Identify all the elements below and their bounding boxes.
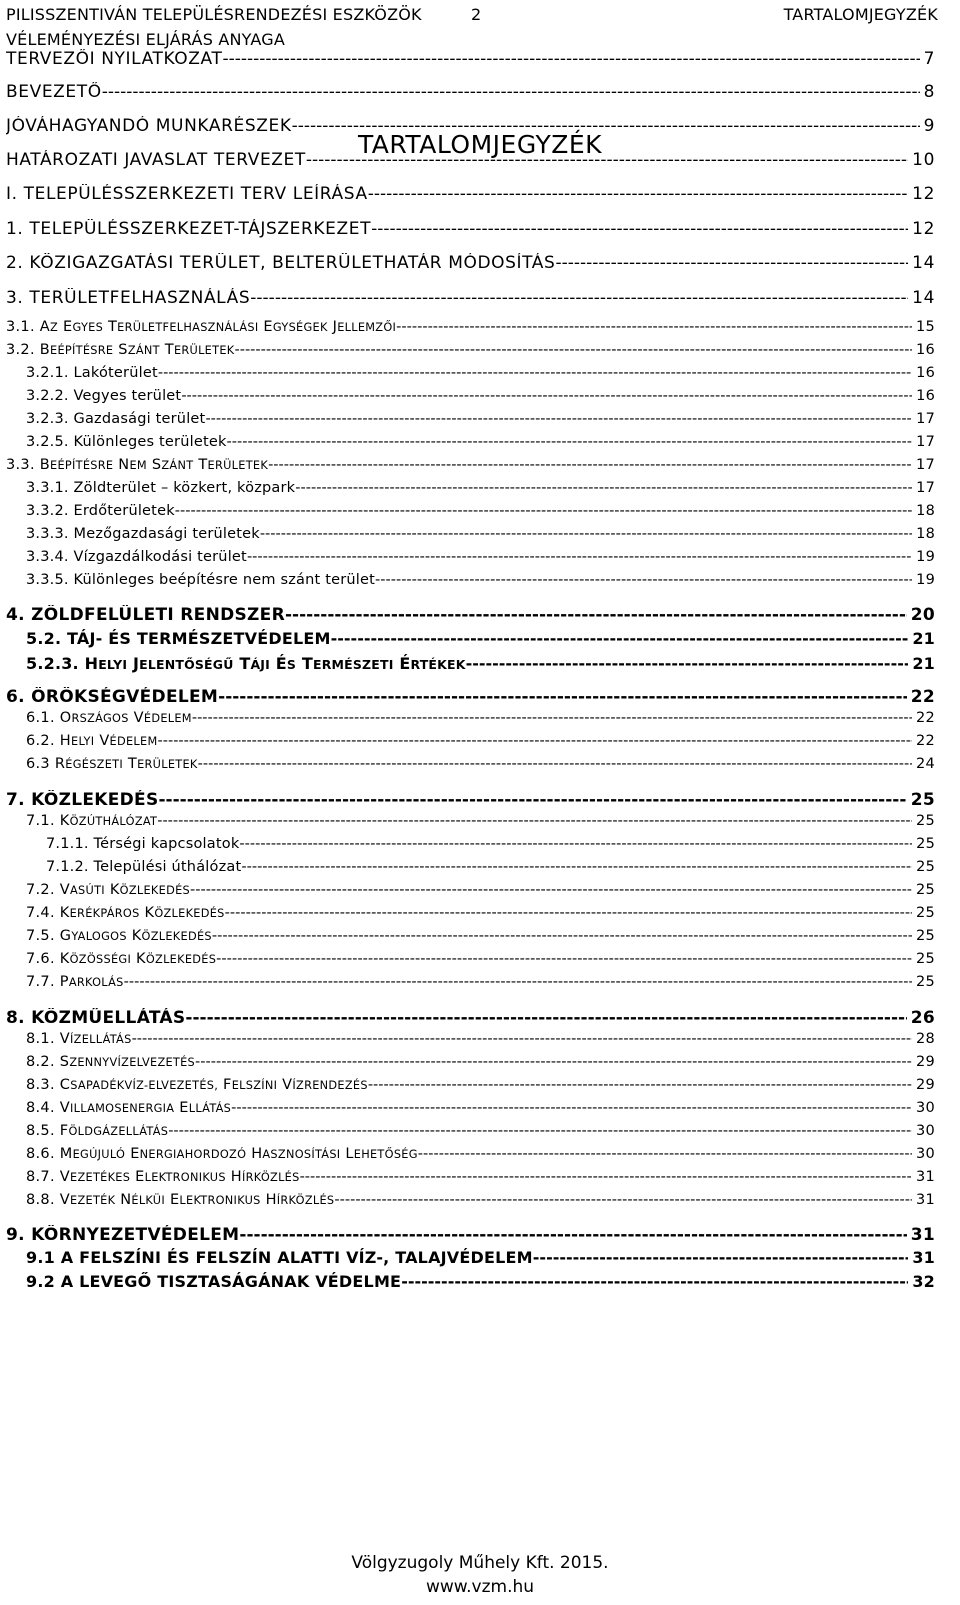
toc-entry-label — [26, 365, 158, 381]
toc-page-number: 25 — [910, 790, 935, 810]
toc-page-number: 25 — [915, 928, 935, 944]
toc-entry-title: 4. ZÖLDFELÜLETI RENDSZER — [6, 605, 285, 625]
toc-entry-label — [26, 629, 331, 648]
toc-entry[interactable] — [26, 480, 935, 496]
toc-entry[interactable] — [26, 503, 935, 519]
toc-entry-title: Térségi kapcsolatok — [93, 836, 240, 852]
toc-entry[interactable] — [6, 1225, 935, 1245]
toc-entry-label — [6, 1225, 239, 1245]
toc-entry-number: 8.1. — [26, 1031, 55, 1047]
toc-page-number: 32 — [912, 1272, 935, 1291]
toc-entry-label — [26, 951, 216, 967]
toc-entry-title: Lakóterület — [73, 365, 158, 381]
toc-entry[interactable] — [26, 654, 935, 673]
toc-leader — [371, 219, 908, 239]
toc-entry-number: 3.3.3. — [26, 526, 69, 542]
toc-leader — [175, 503, 912, 519]
toc-leader — [227, 434, 913, 450]
toc-page-number: 21 — [912, 654, 935, 673]
toc-entry-label — [26, 882, 190, 898]
toc-entry-number: 3.3.1. — [26, 480, 69, 496]
toc-page-number: 16 — [916, 365, 935, 381]
toc-leader — [157, 813, 912, 829]
toc-entry[interactable] — [26, 629, 935, 648]
toc-entry-title: VÍZELLÁTÁS — [59, 1031, 132, 1047]
toc-entry[interactable] — [6, 82, 935, 102]
toc-entry-title: Különleges beépítésre nem szánt terület — [73, 572, 376, 588]
toc-leader — [205, 411, 912, 427]
toc-entry-number: 7.6. — [26, 951, 55, 967]
toc-leader — [159, 790, 907, 810]
toc-page-number: 14 — [912, 253, 935, 273]
toc-page-number: 28 — [915, 1031, 935, 1047]
toc-entry-label — [26, 1100, 231, 1116]
toc-page-number: 16 — [916, 388, 935, 404]
toc-entry-title: 9.2 A LEVEGŐ TISZTASÁGÁNAK VÉDELME — [26, 1272, 402, 1291]
toc-entry[interactable] — [26, 572, 935, 588]
toc-entry-number: 7.1. — [26, 813, 55, 829]
toc-page-number: 22 — [910, 687, 935, 707]
toc-entry[interactable] — [26, 434, 935, 450]
toc-entry-title: Vízgazdálkodási terület — [73, 549, 247, 565]
toc-page-number: 22 — [915, 733, 935, 749]
toc-leader — [260, 526, 912, 542]
toc-leader — [198, 756, 912, 772]
toc-entry-label — [26, 1054, 195, 1070]
toc-entry-label — [6, 457, 268, 473]
toc-page-number: 30 — [915, 1123, 935, 1139]
toc-entry-label — [46, 859, 241, 875]
toc-entry-title: I. TELEPÜLÉSSZERKEZETI TERV LEÍRÁSA — [6, 184, 368, 204]
toc-entry[interactable] — [26, 365, 935, 381]
toc-page-number: 29 — [915, 1054, 935, 1070]
toc-entry[interactable] — [46, 836, 935, 852]
toc-leader — [285, 605, 907, 625]
toc-entry-label — [26, 1146, 418, 1162]
toc-leader — [418, 1146, 912, 1162]
toc-entry[interactable] — [26, 882, 935, 898]
toc-page-number: 19 — [916, 549, 935, 565]
toc-entry-label — [6, 319, 396, 335]
toc-entry-label — [26, 572, 375, 588]
toc-entry-title: VEZETÉKES ELEKTRONIKUS HÍRKÖZLÉS — [59, 1169, 300, 1185]
toc-entry-title: 2. KÖZIGAZGATÁSI TERÜLET, BELTERÜLETHATÁR MÓDOSÍTÁS — [6, 253, 556, 273]
toc-entry[interactable] — [6, 342, 935, 358]
toc-entry-title: 6. ÖRÖKSÉGVÉDELEM — [6, 687, 219, 707]
toc-entry[interactable] — [26, 1248, 935, 1267]
toc-entry[interactable] — [26, 813, 935, 829]
toc-entry-label — [6, 687, 218, 707]
toc-entry-title: BEVEZETŐ — [6, 82, 102, 102]
toc-page-number: 17 — [915, 457, 935, 473]
toc-entry-label — [6, 605, 285, 625]
toc-page-number: 25 — [916, 859, 935, 875]
toc-page-number: 15 — [915, 319, 935, 335]
toc-leader — [295, 480, 912, 496]
toc-entry-title: KERÉKPÁROS KÖZLEKEDÉS — [59, 905, 225, 921]
toc-entry-title: VASÚTI KÖZLEKEDÉS — [59, 882, 190, 898]
toc-page-number: 17 — [916, 434, 935, 450]
toc-entry-title: VILLAMOSENERGIA ELLÁTÁS — [59, 1100, 232, 1116]
toc-entry-label — [26, 526, 260, 542]
toc-leader — [250, 288, 908, 308]
toc-leader — [231, 1100, 912, 1116]
toc-page-number: 25 — [915, 974, 935, 990]
toc-entry-label — [26, 434, 227, 450]
toc-entry-label — [6, 49, 222, 69]
toc-entry-label — [46, 836, 239, 852]
toc-entry[interactable] — [26, 710, 935, 726]
toc-entry-number: 3.3. — [6, 457, 35, 473]
toc-leader — [334, 1192, 912, 1208]
toc-page-number: 14 — [912, 288, 935, 308]
toc-entry[interactable] — [6, 457, 935, 473]
toc-entry-number: 8.2. — [26, 1054, 55, 1070]
toc-entry-title: MEGÚJULÓ ENERGIAHORDOZÓ HASZNOSÍTÁSI LEHETŐSÉG — [59, 1146, 418, 1162]
toc-leader — [241, 859, 912, 875]
toc-entry-number: 3.2.1. — [26, 365, 69, 381]
toc-entry-number: 3.2.3. — [26, 411, 69, 427]
toc-page-number: 16 — [915, 342, 935, 358]
toc-entry[interactable] — [6, 253, 935, 273]
toc-entry-label — [26, 974, 124, 990]
toc-entry[interactable] — [6, 790, 935, 810]
toc-entry-title: Zöldterület – közkert, közpark — [73, 480, 296, 496]
toc-entry[interactable] — [6, 319, 935, 335]
toc-entry[interactable] — [26, 1031, 935, 1047]
toc-page-number: 25 — [915, 882, 935, 898]
toc-page-number: 8 — [923, 82, 935, 102]
toc-entry-title: RÉGÉSZETI TERÜLETEK — [54, 756, 198, 772]
toc-entry-label — [6, 790, 159, 810]
toc-page-number: 9 — [923, 116, 935, 136]
toc-entry-number: 3.2.2. — [26, 388, 69, 404]
toc-entry-label — [26, 1248, 533, 1267]
toc-entry[interactable] — [26, 388, 935, 404]
toc-entry[interactable] — [6, 605, 935, 625]
toc-leader — [533, 1248, 909, 1267]
toc-entry-number: 3.2.5. — [26, 434, 69, 450]
toc-entry-number: 8.7. — [26, 1169, 55, 1185]
toc-page-number: 18 — [916, 503, 935, 519]
toc-entry-title: 7. KÖZLEKEDÉS — [6, 790, 159, 810]
toc-page-number: 25 — [915, 905, 935, 921]
toc-entry-number: 7.2. — [26, 882, 55, 898]
toc-page-number: 30 — [915, 1146, 935, 1162]
toc-leader — [368, 1077, 912, 1093]
toc-page-number: 30 — [915, 1100, 935, 1116]
toc-entry-title: PARKOLÁS — [59, 974, 124, 990]
toc-entry[interactable] — [26, 1169, 935, 1185]
toc-leader — [132, 1031, 912, 1047]
toc-entry-number: 3.3.2. — [26, 503, 69, 519]
toc-leader — [222, 49, 919, 69]
toc-leader — [218, 687, 907, 707]
toc-entry-number: 8.5. — [26, 1123, 55, 1139]
toc-entry-label — [26, 756, 198, 772]
toc-entry-title: Erdőterületek — [73, 503, 175, 519]
toc-page-number: 21 — [912, 629, 935, 648]
toc-entry-label — [6, 150, 306, 170]
toc-entry-label — [26, 813, 157, 829]
toc-leader — [234, 342, 911, 358]
toc-page-number: 25 — [915, 813, 935, 829]
toc-entry-number: 7.1.2. — [46, 859, 89, 875]
toc-entry-label — [26, 1272, 401, 1291]
toc-entry-label — [26, 549, 247, 565]
toc-entry-label — [26, 710, 192, 726]
toc-leader — [331, 629, 909, 648]
toc-entry[interactable] — [6, 184, 935, 204]
toc-entry[interactable] — [6, 687, 935, 707]
toc-entry-label — [6, 116, 292, 136]
toc-leader — [396, 319, 912, 335]
toc-entry-title: GYALOGOS KÖZLEKEDÉS — [59, 928, 212, 944]
toc-entry-number: 6.2. — [26, 733, 55, 749]
toc-entry-title: KÖZÚTHÁLÓZAT — [59, 813, 158, 829]
toc-entry[interactable] — [26, 905, 935, 921]
toc-entry-title: CSAPADÉKVÍZ-ELVEZETÉS, FELSZÍNI VÍZRENDEZÉS — [59, 1077, 368, 1093]
toc-entry-label — [6, 342, 234, 358]
page-title: TARTALOMJEGYZÉK — [357, 129, 603, 159]
toc-entry-number: 7.5. — [26, 928, 55, 944]
toc-entry-number: 8.8. — [26, 1192, 55, 1208]
toc-page-number: 18 — [916, 526, 935, 542]
toc-entry[interactable] — [26, 1054, 935, 1070]
toc-entry-title: AZ EGYES TERÜLETFELHASZNÁLÁSI EGYSÉGEK JELLEMZŐI — [39, 319, 397, 335]
header-document-title: PILISSZENTIVÁN TELEPÜLÉSRENDEZÉSI ESZKÖZÖK — [6, 5, 422, 24]
toc-entry-number: 8.6. — [26, 1146, 55, 1162]
toc-entry-title: Különleges területek — [73, 434, 227, 450]
toc-page-number: 24 — [915, 756, 935, 772]
toc-entry-title: 1. TELEPÜLÉSSZERKEZET-TÁJSZERKEZET — [6, 219, 372, 239]
toc-page-number: 12 — [912, 184, 935, 204]
toc-entry-title: HATÁROZATI JAVASLAT TERVEZET — [6, 150, 306, 170]
toc-entry[interactable] — [26, 1272, 935, 1291]
toc-entry-title: Mezőgazdasági területek — [73, 526, 260, 542]
toc-leader — [239, 836, 912, 852]
toc-leader — [185, 1008, 906, 1028]
toc-entry-title: 9.1 A FELSZÍNI ÉS FELSZÍN ALATTI VÍZ-, TALAJVÉDELEM — [26, 1248, 533, 1267]
footer-company: Völgyzugoly Műhely Kft. 2015. — [351, 1553, 609, 1573]
toc-leader — [375, 572, 912, 588]
toc-leader — [216, 951, 912, 967]
toc-entry[interactable] — [46, 859, 935, 875]
toc-entry-title: HELYI JELENTŐSÉGŰ TÁJI ÉS TERMÉSZETI ÉRTÉKEK — [84, 654, 466, 673]
toc-entry-label — [26, 1192, 334, 1208]
toc-entry[interactable] — [6, 1008, 935, 1028]
toc-entry[interactable] — [26, 411, 935, 427]
toc-entry-number: 7.7. — [26, 974, 55, 990]
toc-entry-label — [26, 388, 181, 404]
toc-entry-number: 8.4. — [26, 1100, 55, 1116]
toc-entry-label — [26, 480, 295, 496]
toc-leader — [212, 928, 912, 944]
toc-entry[interactable] — [26, 1100, 935, 1116]
page-footer — [0, 1551, 960, 1599]
toc-entry-title: 3. TERÜLETFELHASZNÁLÁS — [6, 288, 251, 308]
toc-entry-number: 8.3. — [26, 1077, 55, 1093]
toc-entry[interactable] — [26, 1077, 935, 1093]
toc-page-number: 20 — [910, 605, 935, 625]
toc-page-number: 29 — [915, 1077, 935, 1093]
toc-page-number: 10 — [912, 150, 935, 170]
toc-entry-title: KÖZÖSSÉGI KÖZLEKEDÉS — [59, 951, 217, 967]
toc-leader — [247, 549, 912, 565]
toc-entry-label — [6, 82, 102, 102]
toc-entry-title: TÁJ- ÉS TERMÉSZETVÉDELEM — [67, 629, 331, 648]
toc-leader — [158, 365, 912, 381]
toc-entry-title: HELYI VÉDELEM — [59, 733, 158, 749]
toc-entry[interactable] — [26, 526, 935, 542]
toc-entry[interactable] — [26, 549, 935, 565]
toc-entry-title: SZENNYVÍZELVEZETÉS — [59, 1054, 196, 1070]
toc-entry-label — [26, 1123, 168, 1139]
toc-entry-title: VEZETÉK NÉLKÜI ELEKTRONIKUS HÍRKÖZLÉS — [59, 1192, 335, 1208]
toc-entry-label — [6, 253, 555, 273]
toc-leader — [102, 82, 920, 102]
toc-page-number: 31 — [910, 1225, 935, 1245]
toc-entry-label — [6, 184, 368, 204]
toc-entry-number: 3.3.5. — [26, 572, 69, 588]
toc-entry[interactable] — [26, 1192, 935, 1208]
toc-leader — [239, 1225, 906, 1245]
toc-entry-title: TERVEZŐI NYILATKOZAT — [6, 49, 223, 69]
toc-entry-number: 6.3 — [26, 756, 50, 772]
toc-leader — [158, 733, 912, 749]
toc-entry-title: JÓVÁHAGYANDÓ MUNKARÉSZEK — [6, 116, 292, 136]
toc-leader — [306, 150, 908, 170]
toc-entry[interactable] — [26, 974, 935, 990]
toc-entry-label — [26, 654, 466, 673]
toc-entry[interactable] — [6, 116, 935, 136]
toc-entry[interactable] — [26, 951, 935, 967]
toc-leader — [292, 116, 920, 136]
toc-entry-label — [26, 905, 225, 921]
toc-page-number: 25 — [915, 951, 935, 967]
toc-page-number: 31 — [915, 1192, 935, 1208]
toc-leader — [268, 457, 912, 473]
toc-entry-number: 7.1.1. — [46, 836, 89, 852]
toc-leader — [192, 710, 912, 726]
toc-leader — [401, 1272, 908, 1291]
header-page-number: 2 — [471, 5, 482, 24]
toc-entry[interactable] — [26, 928, 935, 944]
toc-entry-label — [6, 1008, 185, 1028]
toc-entry-label — [26, 1031, 132, 1047]
toc-leader — [368, 184, 908, 204]
toc-leader — [466, 654, 909, 673]
toc-entry-label — [6, 288, 250, 308]
toc-page-number: 26 — [910, 1008, 935, 1028]
toc-page-number: 22 — [915, 710, 935, 726]
toc-page-number: 12 — [912, 219, 935, 239]
toc-entry-title: BEÉPÍTÉSRE SZÁNT TERÜLETEK — [39, 342, 235, 358]
toc-leader — [168, 1123, 912, 1139]
toc-entry[interactable] — [26, 1123, 935, 1139]
toc-leader — [300, 1169, 912, 1185]
toc-entry-number: 5.2. — [26, 629, 62, 648]
toc-page-number: 31 — [912, 1248, 935, 1267]
toc-entry-label — [26, 1169, 300, 1185]
toc-page-number: 7 — [923, 49, 935, 69]
toc-entry[interactable] — [6, 288, 935, 308]
toc-leader — [195, 1054, 912, 1070]
toc-entry[interactable] — [6, 219, 935, 239]
toc-entry-label — [26, 1077, 368, 1093]
toc-entry-title: 8. KÖZMŰELLÁTÁS — [6, 1008, 186, 1028]
toc-entry-number: 3.1. — [6, 319, 35, 335]
toc-entry-title: BEÉPÍTÉSRE NEM SZÁNT TERÜLETEK — [39, 457, 269, 473]
toc-entry[interactable] — [6, 49, 935, 69]
toc-page-number: 25 — [916, 836, 935, 852]
toc-entry[interactable] — [26, 756, 935, 772]
toc-entry-number: 3.3.4. — [26, 549, 69, 565]
toc-entry-number: 5.2.3. — [26, 654, 79, 673]
toc-entry-label — [26, 928, 212, 944]
toc-entry[interactable] — [6, 150, 935, 170]
toc-entry-label — [26, 411, 205, 427]
toc-entry-title: FÖLDGÁZELLÁTÁS — [59, 1123, 169, 1139]
toc-entry[interactable] — [26, 733, 935, 749]
toc-leader — [181, 388, 912, 404]
toc-entry-title: Vegyes terület — [73, 388, 182, 404]
toc-page-number: 17 — [916, 411, 935, 427]
toc-entry-number: 6.1. — [26, 710, 55, 726]
header-subtitle: VÉLEMÉNYEZÉSI ELJÁRÁS ANYAGA — [6, 30, 285, 49]
toc-page-number: 19 — [916, 572, 935, 588]
footer-website: www.vzm.hu — [425, 1577, 535, 1597]
toc-entry-number: 7.4. — [26, 905, 55, 921]
toc-entry-title: ORSZÁGOS VÉDELEM — [59, 710, 192, 726]
toc-entry-title: Gazdasági terület — [73, 411, 206, 427]
toc-page-number: 17 — [916, 480, 935, 496]
toc-entry-label — [26, 503, 175, 519]
toc-entry-label — [6, 219, 371, 239]
toc-entry-title: 9. KÖRNYEZETVÉDELEM — [6, 1225, 240, 1245]
toc-page-number: 31 — [915, 1169, 935, 1185]
toc-leader — [190, 882, 912, 898]
toc-leader — [225, 905, 912, 921]
toc-entry-title: Települési úthálózat — [93, 859, 242, 875]
toc-leader — [124, 974, 912, 990]
header-section-title: TARTALOMJEGYZÉK — [783, 5, 938, 24]
toc-entry[interactable] — [26, 1146, 935, 1162]
toc-leader — [555, 253, 908, 273]
toc-entry-label — [26, 733, 158, 749]
toc-entry-number: 3.2. — [6, 342, 35, 358]
